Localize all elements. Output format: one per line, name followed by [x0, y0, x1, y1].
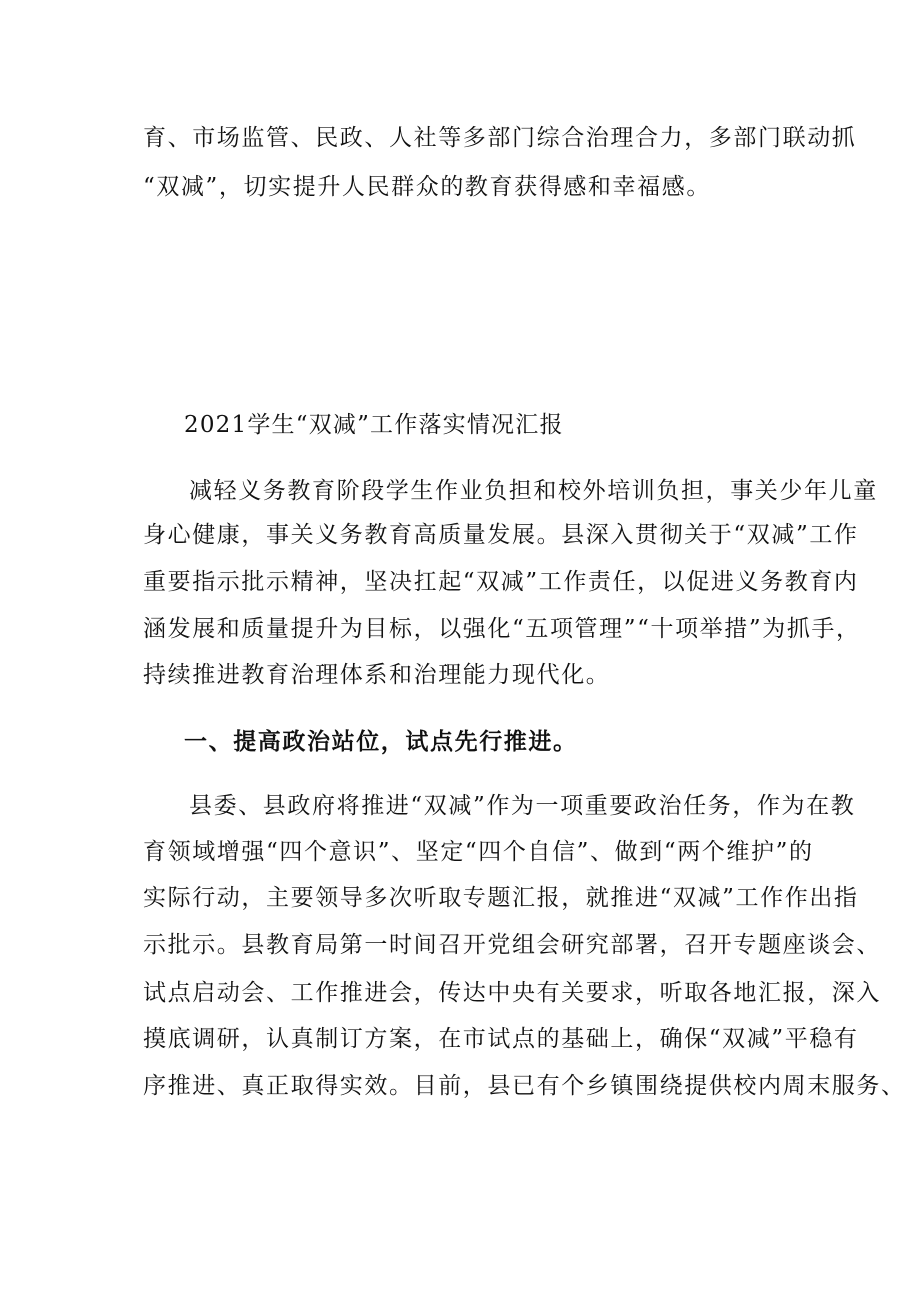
section-paragraph-line-7: 序推进、真正取得实效。目前，县已有个乡镇围绕提供校内周末服务、 [143, 1073, 906, 1099]
section-paragraph-line-5: 试点启动会、工作推进会，传达中央有关要求，听取各地汇报，深入 [143, 980, 881, 1006]
intro-paragraph-line-5: 持续推进教育治理体系和治理能力现代化。 [143, 662, 611, 688]
section-paragraph-line-4: 示批示。县教育局第一时间召开党组会研究部署，召开专题座谈会、 [143, 932, 881, 958]
continued-paragraph-line-1: 育、市场监管、民政、人社等多部门综合治理合力，多部门联动抓 [143, 125, 857, 151]
section-paragraph-line-2: 育领域增强“四个意识”、坚定“四个自信”、做到“两个维护”的 [143, 839, 814, 865]
section-heading: 一、提高政治站位，试点先行推进。 [184, 728, 578, 755]
intro-paragraph-line-2: 身心健康，事关义务教育高质量发展。县深入贯彻关于“双减”工作 [143, 522, 859, 548]
intro-paragraph-line-3: 重要指示批示精神，坚决扛起“双减”工作责任，以促进义务教育内 [143, 569, 859, 595]
intro-paragraph-line-4: 涵发展和质量提升为目标，以强化“五项管理”“十项举措”为抓手， [143, 616, 861, 642]
section-paragraph-line-6: 摸底调研，认真制订方案，在市试点的基础上，确保“双减”平稳有 [143, 1026, 859, 1052]
intro-paragraph-line-1: 减轻义务教育阶段学生作业负担和校外培训负担，事关少年儿童 [189, 478, 878, 504]
continued-paragraph-line-2: “双减”，切实提升人民群众的教育获得感和幸福感。 [143, 174, 711, 200]
section-paragraph-line-1: 县委、县政府将推进“双减”作为一项重要政治任务，作为在教 [189, 793, 856, 819]
section-paragraph-line-3: 实际行动，主要领导多次听取专题汇报，就推进“双减”工作作出指 [143, 885, 859, 911]
document-title: 2021学生“双减”工作落实情况汇报 [184, 412, 564, 438]
